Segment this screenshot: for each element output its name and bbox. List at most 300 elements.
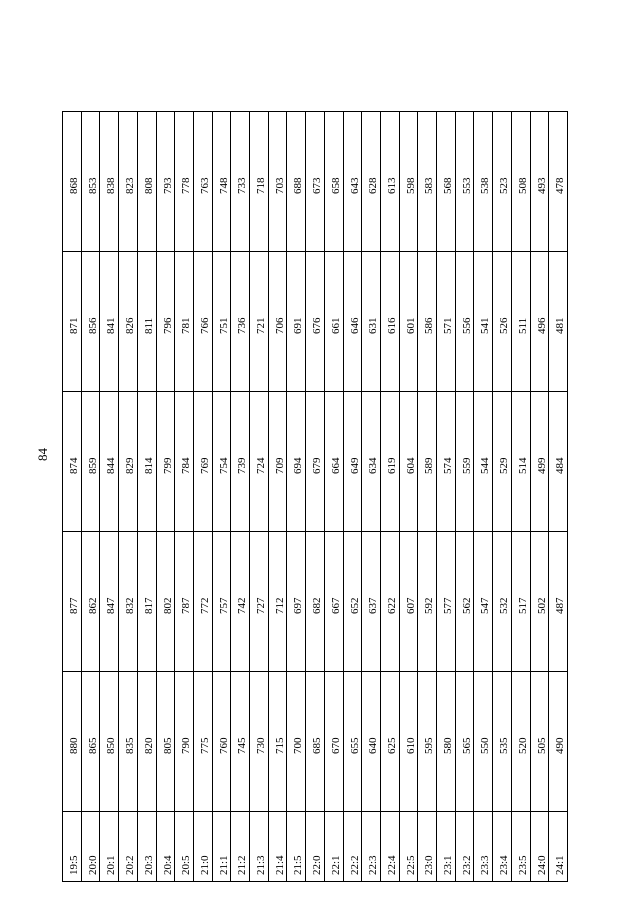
table-cell: [175, 392, 194, 532]
table-cell: [250, 672, 269, 812]
cell-text: 643: [348, 177, 361, 194]
table-cell: [549, 252, 568, 392]
table-cell: [380, 672, 399, 812]
cell-text: 730: [255, 737, 268, 754]
table-cell: [380, 252, 399, 392]
cell-text: 547: [479, 597, 492, 614]
cell-text: 24:0: [535, 855, 548, 875]
table-cell: [268, 812, 287, 882]
table-cell: [306, 392, 325, 532]
cell-text: 784: [180, 457, 193, 474]
table-cell: [231, 392, 250, 532]
cell-text: 712: [273, 597, 286, 614]
cell-text: 760: [217, 737, 230, 754]
table-cell: [250, 812, 269, 882]
table-cell: [137, 252, 156, 392]
table-cell: [511, 252, 530, 392]
table-cell: [343, 252, 362, 392]
table-cell: [343, 672, 362, 812]
table-cell: [362, 532, 381, 672]
cell-text: 733: [236, 177, 249, 194]
table-cell: [493, 532, 512, 672]
cell-text: 21:2: [236, 855, 249, 875]
table-cell: [324, 672, 343, 812]
table-body: [63, 112, 568, 882]
cell-text: 868: [68, 177, 80, 194]
cell-text: 664: [329, 457, 342, 474]
table-row-value-1: [63, 672, 568, 812]
cell-text: 568: [442, 177, 455, 194]
table-cell: [362, 672, 381, 812]
table-cell: [418, 812, 437, 882]
cell-text: 775: [198, 737, 211, 754]
cell-text: 742: [236, 597, 249, 614]
table-cell: [193, 112, 212, 252]
table-cell: [343, 812, 362, 882]
cell-text: 829: [124, 457, 137, 474]
cell-text: 847: [105, 597, 118, 614]
table-cell: [324, 112, 343, 252]
cell-text: 667: [329, 597, 342, 614]
cell-text: 556: [460, 317, 473, 334]
table-cell: [193, 812, 212, 882]
table-cell: [137, 812, 156, 882]
table-cell: [63, 112, 82, 252]
table-cell: [474, 812, 493, 882]
table-cell: [437, 112, 456, 252]
cell-text: 616: [385, 317, 398, 334]
table-cell: [437, 672, 456, 812]
table-cell: [137, 532, 156, 672]
table-cell: [399, 672, 418, 812]
table-cell: [306, 812, 325, 882]
cell-text: 523: [498, 177, 511, 194]
table-cell: [250, 252, 269, 392]
table-row-value-5: [63, 112, 568, 252]
table-cell: [362, 252, 381, 392]
table-cell: [287, 392, 306, 532]
table-cell: [399, 112, 418, 252]
cell-text: 673: [311, 177, 324, 194]
table-cell: [455, 112, 474, 252]
cell-text: 727: [255, 597, 268, 614]
cell-text: 23:3: [479, 855, 492, 875]
table-cell: [156, 812, 175, 882]
cell-text: 856: [86, 317, 99, 334]
cell-text: 715: [273, 737, 286, 754]
cell-text: 22:3: [367, 855, 380, 875]
cell-text: 601: [404, 317, 417, 334]
table-cell: [193, 252, 212, 392]
cell-text: 694: [292, 457, 305, 474]
table-cell: [437, 532, 456, 672]
table-cell: [343, 112, 362, 252]
table-cell: [287, 252, 306, 392]
cell-text: 658: [329, 177, 342, 194]
cell-text: 22:1: [329, 855, 342, 875]
table-cell: [362, 392, 381, 532]
cell-text: 820: [142, 737, 155, 754]
table-cell: [156, 392, 175, 532]
cell-text: 700: [292, 737, 305, 754]
cell-text: 20:2: [124, 855, 137, 875]
cell-text: 679: [311, 457, 324, 474]
table-cell: [268, 532, 287, 672]
table-cell: [175, 112, 194, 252]
cell-text: 22:2: [348, 855, 361, 875]
table-cell: [306, 112, 325, 252]
cell-text: 23:1: [442, 855, 455, 875]
table-cell: [156, 252, 175, 392]
cell-text: 24:1: [554, 855, 567, 875]
cell-text: 736: [236, 317, 249, 334]
cell-text: 21:4: [273, 855, 286, 875]
cell-text: 511: [516, 317, 529, 334]
table-cell: [287, 112, 306, 252]
table-cell: [324, 252, 343, 392]
cell-text: 574: [442, 457, 455, 474]
cell-text: 844: [105, 457, 118, 474]
cell-text: 817: [142, 597, 155, 614]
table-cell: [81, 392, 100, 532]
cell-text: 706: [273, 317, 286, 334]
cell-text: 21:0: [198, 855, 211, 875]
cell-text: 661: [329, 317, 342, 334]
table-cell: [455, 812, 474, 882]
cell-text: 622: [385, 597, 398, 614]
cell-text: 685: [311, 737, 324, 754]
table-cell: [474, 252, 493, 392]
table-cell: [81, 672, 100, 812]
table-cell: [193, 392, 212, 532]
table-cell: [474, 112, 493, 252]
table-cell: [287, 812, 306, 882]
cell-text: 826: [124, 317, 137, 334]
cell-text: 805: [161, 737, 174, 754]
cell-text: 21:3: [255, 855, 268, 875]
cell-text: 562: [460, 597, 473, 614]
cell-text: 640: [367, 737, 380, 754]
cell-text: 631: [367, 317, 380, 334]
table-cell: [511, 392, 530, 532]
table-cell: [511, 532, 530, 672]
table-cell: [530, 252, 549, 392]
cell-text: 553: [460, 177, 473, 194]
cell-text: 808: [142, 177, 155, 194]
cell-text: 499: [535, 457, 548, 474]
table-cell: [511, 112, 530, 252]
cell-text: 769: [198, 457, 211, 474]
table-cell: [549, 112, 568, 252]
table-cell: [493, 252, 512, 392]
table-cell: [81, 812, 100, 882]
cell-text: 21:5: [292, 855, 305, 875]
table-cell: [324, 812, 343, 882]
table-cell: [268, 112, 287, 252]
cell-text: 871: [68, 317, 80, 334]
cell-text: 589: [423, 457, 436, 474]
cell-text: 532: [498, 597, 511, 614]
cell-text: 628: [367, 177, 380, 194]
cell-text: 703: [273, 177, 286, 194]
table-cell: [530, 672, 549, 812]
table-cell: [511, 672, 530, 812]
cell-text: 793: [161, 177, 174, 194]
table-cell: [474, 532, 493, 672]
table-cell: [175, 252, 194, 392]
cell-text: 20:0: [86, 855, 99, 875]
cell-text: 586: [423, 317, 436, 334]
table-cell: [268, 252, 287, 392]
cell-text: 21:1: [217, 855, 230, 875]
table-cell: [63, 252, 82, 392]
table-cell: [306, 532, 325, 672]
table-cell: [250, 392, 269, 532]
cell-text: 544: [479, 457, 492, 474]
table-cell: [530, 812, 549, 882]
table-cell: [324, 532, 343, 672]
cell-text: 655: [348, 737, 361, 754]
table-cell: [343, 392, 362, 532]
cell-text: 19:5: [68, 855, 80, 875]
cell-text: 772: [198, 597, 211, 614]
cell-text: 877: [68, 597, 80, 614]
cell-text: 487: [554, 597, 567, 614]
table-cell: [455, 672, 474, 812]
table-cell: [175, 532, 194, 672]
cell-text: 20:5: [180, 855, 193, 875]
cell-text: 20:4: [161, 855, 174, 875]
cell-text: 841: [105, 317, 118, 334]
cell-text: 709: [273, 457, 286, 474]
table-cell: [455, 252, 474, 392]
cell-text: 652: [348, 597, 361, 614]
cell-text: 481: [554, 317, 567, 334]
table-cell: [549, 532, 568, 672]
table-cell: [455, 532, 474, 672]
table-cell: [212, 812, 231, 882]
cell-text: 850: [105, 737, 118, 754]
cell-text: 478: [554, 177, 567, 194]
table-cell: [530, 532, 549, 672]
table-cell: [119, 532, 138, 672]
page-number: 84: [35, 448, 50, 461]
table-cell: [212, 112, 231, 252]
cell-text: 538: [479, 177, 492, 194]
cell-text: 517: [516, 597, 529, 614]
table-cell: [306, 672, 325, 812]
cell-text: 637: [367, 597, 380, 614]
cell-text: 565: [460, 737, 473, 754]
cell-text: 493: [535, 177, 548, 194]
cell-text: 799: [161, 457, 174, 474]
table-cell: [100, 252, 119, 392]
cell-text: 22:5: [404, 855, 417, 875]
table-cell: [418, 392, 437, 532]
cell-text: 646: [348, 317, 361, 334]
table-cell: [63, 392, 82, 532]
table-cell: [306, 252, 325, 392]
table-cell: [343, 532, 362, 672]
cell-text: 649: [348, 457, 361, 474]
data-table: [62, 111, 568, 882]
table-cell: [81, 252, 100, 392]
cell-text: 670: [329, 737, 342, 754]
table-cell: [250, 112, 269, 252]
cell-text: 598: [404, 177, 417, 194]
table-cell: [175, 672, 194, 812]
cell-text: 520: [516, 737, 529, 754]
table-cell: [100, 532, 119, 672]
cell-text: 814: [142, 457, 155, 474]
table-cell: [119, 672, 138, 812]
table-cell: [100, 812, 119, 882]
cell-text: 880: [68, 737, 80, 754]
cell-text: 559: [460, 457, 473, 474]
table-cell: [511, 812, 530, 882]
table-cell: [549, 392, 568, 532]
table-cell: [100, 672, 119, 812]
table-cell: [63, 812, 82, 882]
cell-text: 505: [535, 737, 548, 754]
table-cell: [493, 672, 512, 812]
cell-text: 787: [180, 597, 193, 614]
cell-text: 874: [68, 457, 80, 474]
table-cell: [119, 112, 138, 252]
table-row-value-3: [63, 392, 568, 532]
table-cell: [231, 812, 250, 882]
table-cell: [268, 672, 287, 812]
cell-text: 823: [124, 177, 137, 194]
cell-text: 22:4: [385, 855, 398, 875]
table-cell: [231, 672, 250, 812]
table-cell: [549, 812, 568, 882]
table-cell: [212, 392, 231, 532]
table-cell: [530, 112, 549, 252]
cell-text: 757: [217, 597, 230, 614]
cell-text: 23:0: [423, 855, 436, 875]
table-cell: [455, 392, 474, 532]
cell-text: 20:3: [142, 855, 155, 875]
cell-text: 550: [479, 737, 492, 754]
table-cell: [212, 672, 231, 812]
cell-text: 676: [311, 317, 324, 334]
cell-text: 610: [404, 737, 417, 754]
table-cell: [380, 532, 399, 672]
table-cell: [437, 392, 456, 532]
table-cell: [287, 672, 306, 812]
table-cell: [119, 392, 138, 532]
table-cell: [493, 812, 512, 882]
cell-text: 811: [142, 317, 155, 334]
cell-text: 751: [217, 317, 230, 334]
table-cell: [474, 672, 493, 812]
cell-text: 721: [255, 317, 268, 334]
cell-text: 718: [255, 177, 268, 194]
table-cell: [437, 252, 456, 392]
table-cell: [399, 812, 418, 882]
cell-text: 514: [516, 457, 529, 474]
table-cell: [119, 252, 138, 392]
cell-text: 604: [404, 457, 417, 474]
table-cell: [418, 672, 437, 812]
table-cell: [137, 112, 156, 252]
table-cell: [193, 672, 212, 812]
cell-text: 781: [180, 317, 193, 334]
cell-text: 835: [124, 737, 137, 754]
table-cell: [156, 112, 175, 252]
cell-text: 595: [423, 737, 436, 754]
cell-text: 691: [292, 317, 305, 334]
cell-text: 766: [198, 317, 211, 334]
table-cell: [493, 392, 512, 532]
cell-text: 496: [535, 317, 548, 334]
table-cell: [418, 252, 437, 392]
cell-text: 23:4: [498, 855, 511, 875]
table-cell: [63, 532, 82, 672]
cell-text: 23:2: [460, 855, 473, 875]
cell-text: 490: [554, 737, 567, 754]
table-cell: [324, 392, 343, 532]
cell-text: 577: [442, 597, 455, 614]
cell-text: 607: [404, 597, 417, 614]
table-cell: [250, 532, 269, 672]
cell-text: 802: [161, 597, 174, 614]
cell-text: 502: [535, 597, 548, 614]
cell-text: 796: [161, 317, 174, 334]
cell-text: 634: [367, 457, 380, 474]
table-cell: [549, 672, 568, 812]
cell-text: 613: [385, 177, 398, 194]
table-cell: [81, 112, 100, 252]
cell-text: 724: [255, 457, 268, 474]
table-cell: [418, 112, 437, 252]
table-cell: [231, 252, 250, 392]
table-cell: [63, 672, 82, 812]
table-cell: [212, 532, 231, 672]
table-cell: [268, 392, 287, 532]
cell-text: 571: [442, 317, 455, 334]
cell-text: 739: [236, 457, 249, 474]
table-cell: [437, 812, 456, 882]
cell-text: 592: [423, 597, 436, 614]
table-cell: [137, 672, 156, 812]
cell-text: 619: [385, 457, 398, 474]
table-cell: [380, 112, 399, 252]
table-cell: [156, 532, 175, 672]
cell-text: 838: [105, 177, 118, 194]
cell-text: 748: [217, 177, 230, 194]
table-cell: [399, 532, 418, 672]
cell-text: 745: [236, 737, 249, 754]
cell-text: 541: [479, 317, 492, 334]
table-cell: [231, 112, 250, 252]
cell-text: 682: [311, 597, 324, 614]
cell-text: 508: [516, 177, 529, 194]
table-cell: [362, 812, 381, 882]
table-cell: [380, 812, 399, 882]
cell-text: 790: [180, 737, 193, 754]
cell-text: 763: [198, 177, 211, 194]
cell-text: 865: [86, 737, 99, 754]
table-row-value-4: [63, 252, 568, 392]
cell-text: 535: [498, 737, 511, 754]
cell-text: 862: [86, 597, 99, 614]
table-cell: [100, 112, 119, 252]
table-cell: [193, 532, 212, 672]
cell-text: 754: [217, 457, 230, 474]
cell-text: 853: [86, 177, 99, 194]
